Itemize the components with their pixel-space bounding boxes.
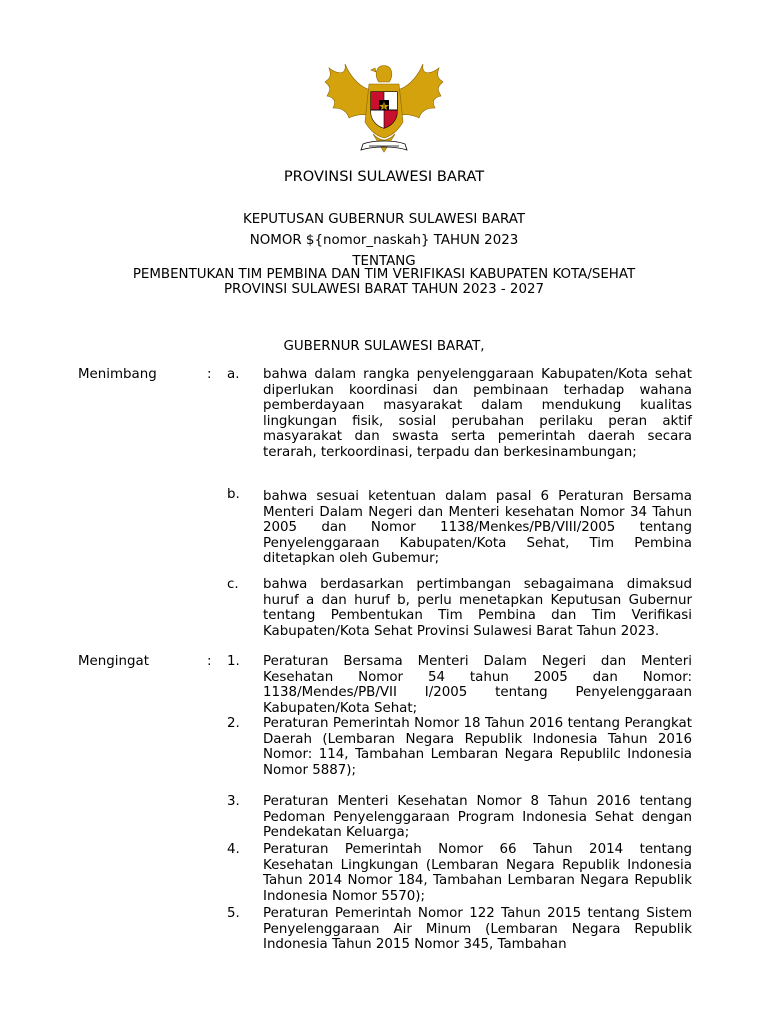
decree-title: KEPUTUSAN GUBERNUR SULAWESI BARAT	[242, 212, 526, 227]
decree-number: NOMOR ${nomor_naskah} TAHUN 2023	[249, 233, 519, 248]
item-mark: b.	[227, 487, 240, 502]
item-mark: 3.	[227, 794, 240, 809]
item-mark: 1.	[227, 654, 240, 669]
section-label-mengingat: Mengingat	[78, 654, 149, 669]
garuda-pancasila-emblem	[323, 60, 445, 160]
list-item: Peraturan Menteri Kesehatan Nomor 8 Tahun 2016 tentang Pedoman Penyelenggaraan Program Indonesia Sehat dengan Pendekatan Keluarga;	[263, 794, 692, 840]
list-item: Peraturan Pemerintah Nomor 66 Tahun 2014 tentang Kesehatan Lingkungan (Lembaran Negara Republik Indonesia Tahun 2014 Nomor 184, Tambahan Lembaran Negara Republik Indonesia Nomor 5570);	[263, 842, 692, 904]
about-label: TENTANG	[352, 254, 416, 269]
list-item: Peraturan Pemerintah Nomor 122 Tahun 2015 tentang Sistem Penyelenggaraan Air Minum (Lembaran Negara Republik Indonesia Tahun 2015 Nomor 345, Tambahan	[263, 906, 692, 952]
item-mark: 4.	[227, 842, 240, 857]
subject-line-2: PROVINSI SULAWESI BARAT TAHUN 2023 - 2027	[223, 282, 545, 297]
item-mark: a.	[227, 367, 240, 382]
list-item: Peraturan Pemerintah Nomor 18 Tahun 2016 tentang Perangkat Daerah (Lembaran Negara Republik Indonesia Tahun 2016 Nomor: 114, Tambahan Lembaran Negara Republilc Indonesia Nomor 5887);	[263, 716, 692, 778]
section-colon: :	[207, 367, 212, 382]
item-mark: 5.	[227, 906, 240, 921]
section-label-menimbang: Menimbang	[78, 367, 157, 382]
subject-line-1: PEMBENTUKAN TIM PEMBINA DAN TIM VERIFIKASI KABUPATEN KOTA/SEHAT	[132, 267, 636, 282]
list-item: bahwa berdasarkan pertimbangan sebagaimana dimaksud huruf a dan huruf b, perlu menetapkan Keputusan Gubernur tentang Pembentukan Tim Pembina dan Tim Verifikasi Kabupaten/Kota Sehat Provinsi Sulawesi Barat Tahun 2023.	[263, 577, 692, 639]
list-item: bahwa dalam rangka penyelenggaraan Kabupaten/Kota sehat diperlukan koordinasi dan pembinaan terhadap wahana pemberdayaan masyarakat dalam mendukung kualitas lingkungan fisik, sosial perubahan perilaku peran aktif masyarakat dan swasta serta pemerintah daerah secara terarah, terkoordinasi, terpadu dan berkesinambungan;	[263, 367, 692, 460]
province-title: PROVINSI SULAWESI BARAT	[283, 168, 485, 185]
item-mark: c.	[227, 577, 239, 592]
section-colon: :	[207, 654, 212, 669]
governor-heading: GUBERNUR SULAWESI BARAT,	[283, 339, 485, 354]
item-mark: 2.	[227, 716, 240, 731]
list-item: Peraturan Bersama Menteri Dalam Negeri dan Menteri Kesehatan Nomor 54 tahun 2005 dan Nomor: 1138/Mendes/PB/VII I/2005 tentang Penyelenggaraan Kabupaten/Kota Sehat;	[263, 654, 692, 716]
list-item: bahwa sesuai ketentuan dalam pasal 6 Peraturan Bersama Menteri Dalam Negeri dan Menteri kesehatan Nomor 34 Tahun 2005 dan Nomor 1138/Menkes/PB/VIII/2005 tentang Penyelenggaraan Kabupaten/Kota Sehat, Tim Pembina ditetapkan oleh Gubemur;	[263, 489, 692, 566]
